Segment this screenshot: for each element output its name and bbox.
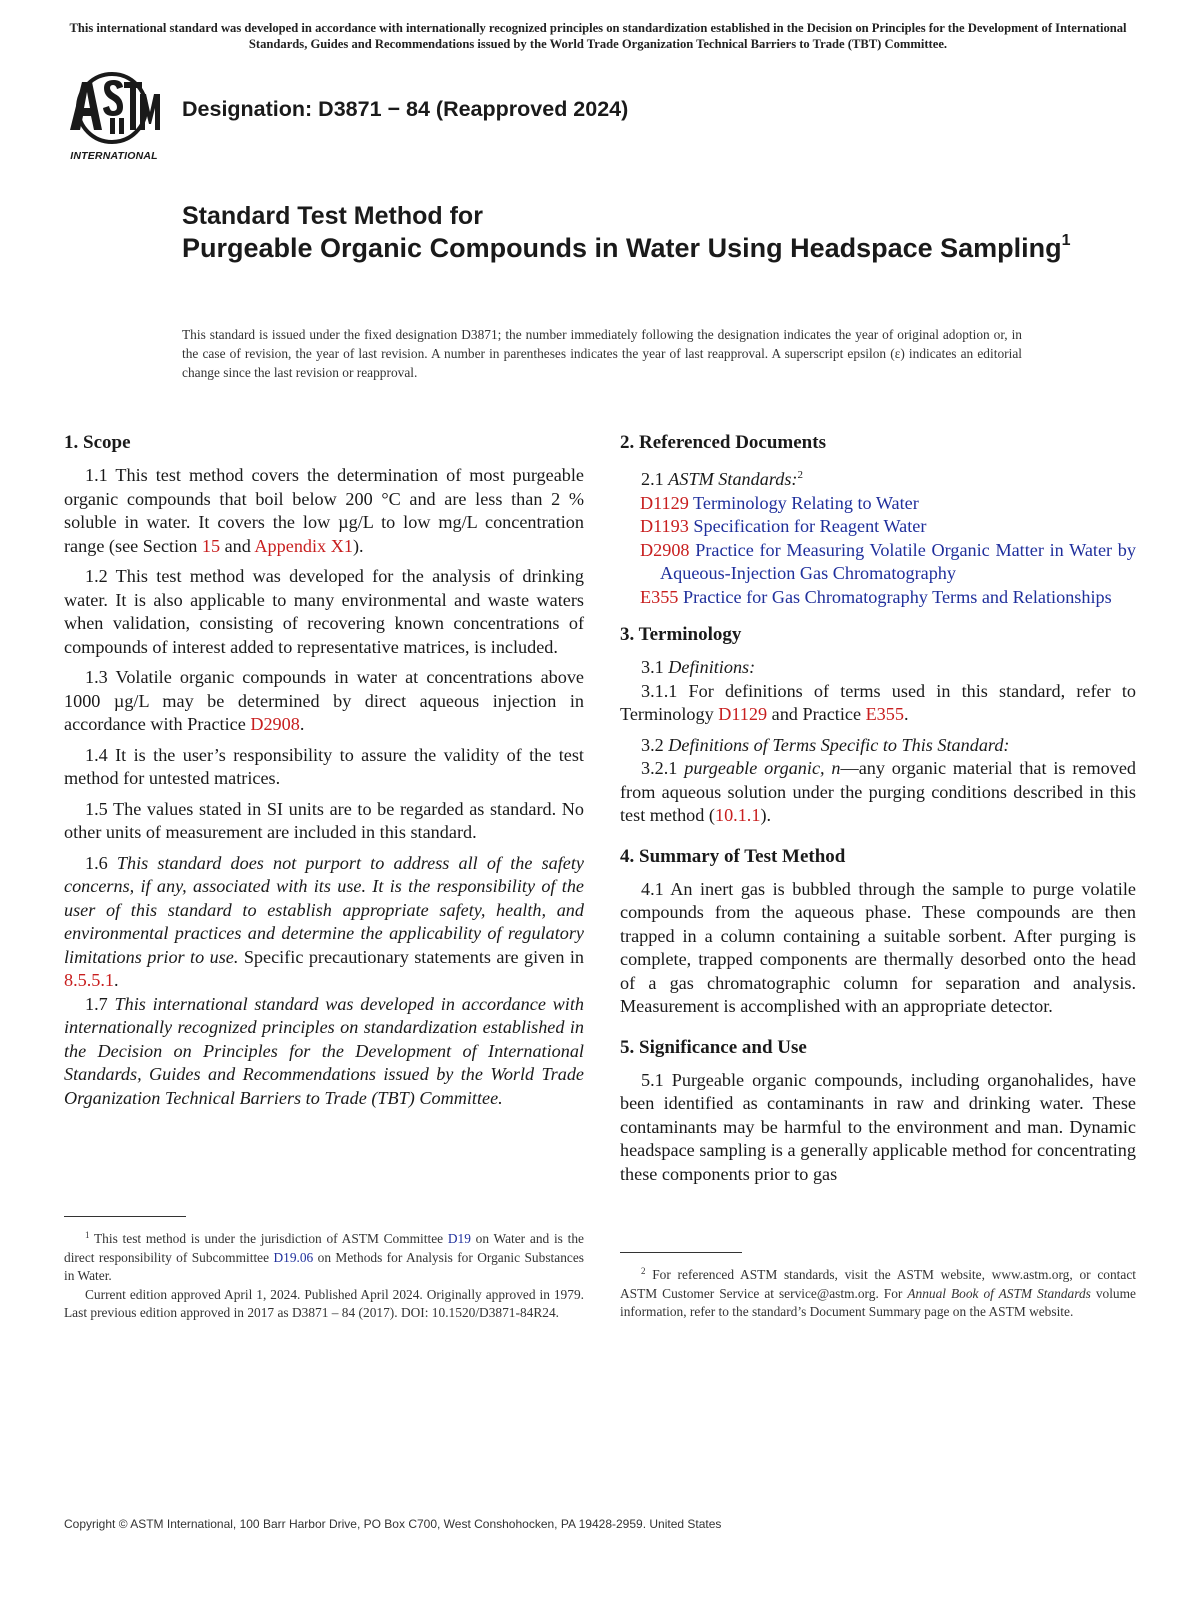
issued-note: This standard is issued under the fixed designation D3871; the number immediately following the designation indicates the year of original adoption or, in the case of revision, the year of last revision. A number in parentheses indicates the year of last reapproval. A superscript epsilon (ε) indicates an editorial change since the last revision or reapproval. bbox=[182, 327, 1022, 380]
ref-title-d1129[interactable]: Terminology Relating to Water bbox=[688, 492, 919, 513]
footnote-2-italic: Annual Book of ASTM Standards bbox=[907, 1285, 1091, 1301]
footnote-divider-left bbox=[64, 1216, 186, 1217]
spacer bbox=[620, 609, 1136, 623]
footnote-2-mark: 2 bbox=[641, 1266, 646, 1276]
title-line-2 bbox=[182, 232, 1082, 264]
para-1-6-italic: This standard does not purport to address all of the safety concerns, if any, associated with its use. It is the responsibility of the user of this standard to establish appropriate safety, health, and environmental practices and determine the applicability of regulatory limitations prior to use. bbox=[64, 852, 584, 967]
para-1-6-text: Specific precautionary statements are given in bbox=[238, 946, 584, 967]
subsection-3-1-number: 3.1 bbox=[641, 657, 669, 678]
section-heading-terminology: 3. Terminology bbox=[620, 624, 742, 646]
link-subcommittee-d19-06[interactable]: D19.06 bbox=[273, 1249, 314, 1265]
subsection-2-1 bbox=[620, 464, 1136, 492]
para-3-1-1 bbox=[620, 680, 1136, 727]
subsection-3-2 bbox=[620, 734, 1136, 758]
subsection-3-1-label: Definitions: bbox=[668, 657, 756, 678]
para-1-1-end: ). bbox=[352, 535, 364, 556]
section-heading-summary: 4. Summary of Test Method bbox=[620, 845, 846, 867]
ref-code-d2908[interactable]: D2908 bbox=[640, 539, 690, 560]
link-terminology-d1129[interactable]: D1129 bbox=[718, 704, 768, 725]
footnote-1-line bbox=[64, 1230, 584, 1286]
para-3-1-1-text: 3.1.1 For definitions of terms used in this standard, refer to Terminology bbox=[620, 680, 1136, 725]
para-1-6-end: . bbox=[114, 970, 119, 990]
para-1-1 bbox=[64, 464, 584, 558]
footnote-1-text-b: on Water and is the direct responsibility of Subcommittee bbox=[64, 1231, 584, 1265]
para-4-1: 4.1 An inert gas is bubbled through the sample to purge volatile compounds from the aqueous phase. These compounds are then trapped in a column containing a suitable sorbent. After purging is complete, trapped components are thermally desorbed onto the head of a gas chromatographic column for separation and analysis. Measurement is accomplished with an appropriate detector. bbox=[620, 878, 1136, 1017]
subsection-3-2-number: 3.2 bbox=[641, 734, 669, 755]
link-d2908[interactable]: D2908 bbox=[250, 714, 300, 734]
ref-item-d1129[interactable] bbox=[620, 492, 1136, 516]
footnote-2-line bbox=[620, 1266, 1136, 1322]
para-1-6 bbox=[64, 852, 584, 993]
header-notice: This international standard was developed in accordance with internationally recognized principles on standardization established in the Decision on Principles for the Development of International Standards, Guides and Recommendations issued by the World Trade Organization Technical Barriers to Trade (TBT) Committee. bbox=[69, 21, 1127, 51]
ref-item-d2908[interactable] bbox=[620, 539, 1136, 586]
footnote-1 bbox=[64, 1230, 584, 1323]
document-title bbox=[182, 200, 1082, 264]
astm-logo bbox=[62, 68, 174, 164]
para-3-2-1-text: —any organic material that is removed from aqueous solution under the purging conditions described in this test method ( bbox=[620, 758, 1136, 826]
link-section-15[interactable]: 15 bbox=[201, 535, 221, 556]
footnote-divider-right bbox=[620, 1252, 742, 1253]
section-heading-significance: 5. Significance and Use bbox=[620, 1036, 807, 1058]
para-3-2-1-term: purgeable organic, n bbox=[684, 758, 841, 779]
title-main: Purgeable Organic Compounds in Water Using Headspace Sampling bbox=[182, 233, 1062, 263]
link-10-1-1[interactable]: 10.1.1 bbox=[714, 805, 761, 826]
para-1-1-and: and bbox=[220, 535, 255, 556]
link-committee-d19[interactable]: D19 bbox=[447, 1231, 471, 1246]
subsection-3-1 bbox=[620, 656, 1136, 680]
para-3-1-1-and: and Practice bbox=[767, 704, 866, 725]
ref-title-e355[interactable]: Practice for Gas Chromatography Terms and Relationships bbox=[678, 586, 1112, 607]
spacer bbox=[620, 835, 1136, 845]
para-1-6-number: 1.6 bbox=[85, 852, 117, 873]
para-1-5: 1.5 The values stated in SI units are to be regarded as standard. No other units of measurement are included in this standard. bbox=[64, 798, 584, 842]
subsection-3-2-label: Definitions of Terms Specific to This Standard: bbox=[668, 734, 1010, 755]
footnote-1-mark: 1 bbox=[85, 1230, 90, 1240]
ref-title-d1193[interactable]: Specification for Reagent Water bbox=[688, 516, 927, 537]
para-3-2-1 bbox=[620, 757, 1136, 828]
ref-code-e355[interactable]: E355 bbox=[640, 586, 679, 607]
para-3-1-1-end: . bbox=[903, 704, 909, 725]
ref-item-d1193[interactable] bbox=[620, 515, 1136, 539]
title-footnote-mark: 1 bbox=[1061, 232, 1071, 249]
para-1-7-italic: This international standard was developed in accordance with internationally recognized principles on standardization established in the Decision on Principles for the Development of International Standards, Guides and Recommendations issued by the World Trade Organization Technical Barriers to Trade (TBT) Committee. bbox=[64, 993, 585, 1108]
para-1-4: 1.4 It is the user’s responsibility to assure the validity of the test method for untested matrices. bbox=[64, 744, 584, 788]
subsection-2-1-label: ASTM Standards: bbox=[668, 469, 798, 490]
para-1-7 bbox=[64, 993, 584, 1111]
designation: Designation: D3871 − 84 (Reapproved 2024) bbox=[182, 97, 629, 121]
ref-item-e355[interactable] bbox=[620, 586, 1136, 610]
para-1-1-text: 1.1 This test method covers the determination of most purgeable organic compounds that boil below 200 °C and are less than 2 % soluble in water. It covers the low µg/L to low mg/L concentration range (see Section bbox=[64, 465, 584, 556]
astm-logo-icon bbox=[62, 68, 166, 148]
footnote-2-text-a: For referenced ASTM standards, visit the ASTM website, www.astm.org, or contact ASTM Customer Service at service@astm.org. For bbox=[620, 1267, 1136, 1301]
footnote-1-approval: Current edition approved April 1, 2024. Published April 2024. Originally approved in 1979. Last previous edition approved in 2017 as D3871 – 84 (2017). DOI: 10.1520/D3871-84R24. bbox=[64, 1286, 584, 1320]
footnote-1-text-a: This test method is under the jurisdiction of ASTM Committee bbox=[89, 1231, 448, 1246]
link-appendix-x1[interactable]: Appendix X1 bbox=[254, 535, 353, 556]
para-1-3 bbox=[64, 666, 584, 737]
para-5-1: 5.1 Purgeable organic compounds, including organohalides, have been identified as contaminants in raw and drinking water. These contaminants may be harmful to the environment and man. Dynamic headspace sampling is a generally applicable method for concentrating these components prior to gas bbox=[620, 1069, 1136, 1184]
ref-code-d1193[interactable]: D1193 bbox=[640, 516, 689, 537]
para-1-3-text: 1.3 Volatile organic compounds in water at concentrations above 1000 µg/L may be determined by direct aqueous injection in accordance with Practice bbox=[64, 667, 584, 734]
subsection-2-1-footnote-mark: 2 bbox=[797, 469, 803, 481]
ref-code-d1129[interactable]: D1129 bbox=[640, 492, 689, 513]
spacer bbox=[620, 1026, 1136, 1036]
para-1-7-number: 1.7 bbox=[85, 993, 115, 1014]
link-practice-e355[interactable]: E355 bbox=[865, 704, 904, 725]
para-1-2: 1.2 This test method was developed for the analysis of drinking water. It is also applicable to many environmental and waste waters when validation, consisting of recovering known concentrations of compounds of interest added to representative matrices, is included. bbox=[64, 566, 584, 657]
section-heading-scope: 1. Scope bbox=[64, 432, 131, 453]
footnote-1-text-c: on Methods for Analysis for Organic Substances in Water. bbox=[64, 1249, 584, 1283]
copyright-notice: Copyright © ASTM International, 100 Barr Harbor Drive, PO Box C700, West Conshohocken, PA 19428-2959. United States bbox=[64, 1517, 722, 1531]
subsection-2-1-number: 2.1 bbox=[641, 469, 669, 490]
para-3-2-1-end: ). bbox=[760, 805, 772, 826]
link-8-5-5-1[interactable]: 8.5.5.1 bbox=[64, 970, 115, 990]
footnote-2-text-b: volume information, refer to the standard’s Document Summary page on the ASTM website. bbox=[620, 1285, 1136, 1319]
left-column bbox=[64, 431, 584, 1117]
logo-caption: INTERNATIONAL bbox=[70, 150, 158, 162]
ref-title-d2908[interactable]: Practice for Measuring Volatile Organic Matter in Water by Aqueous-Injection Gas Chromatography bbox=[660, 539, 1136, 584]
title-line-1: Standard Test Method for bbox=[182, 202, 483, 230]
footnote-2 bbox=[620, 1266, 1136, 1322]
para-1-3-end: . bbox=[299, 714, 305, 734]
para-3-2-1-number: 3.2.1 bbox=[641, 758, 685, 779]
right-column bbox=[620, 431, 1136, 1193]
section-heading-referenced: 2. Referenced Documents bbox=[620, 432, 826, 453]
